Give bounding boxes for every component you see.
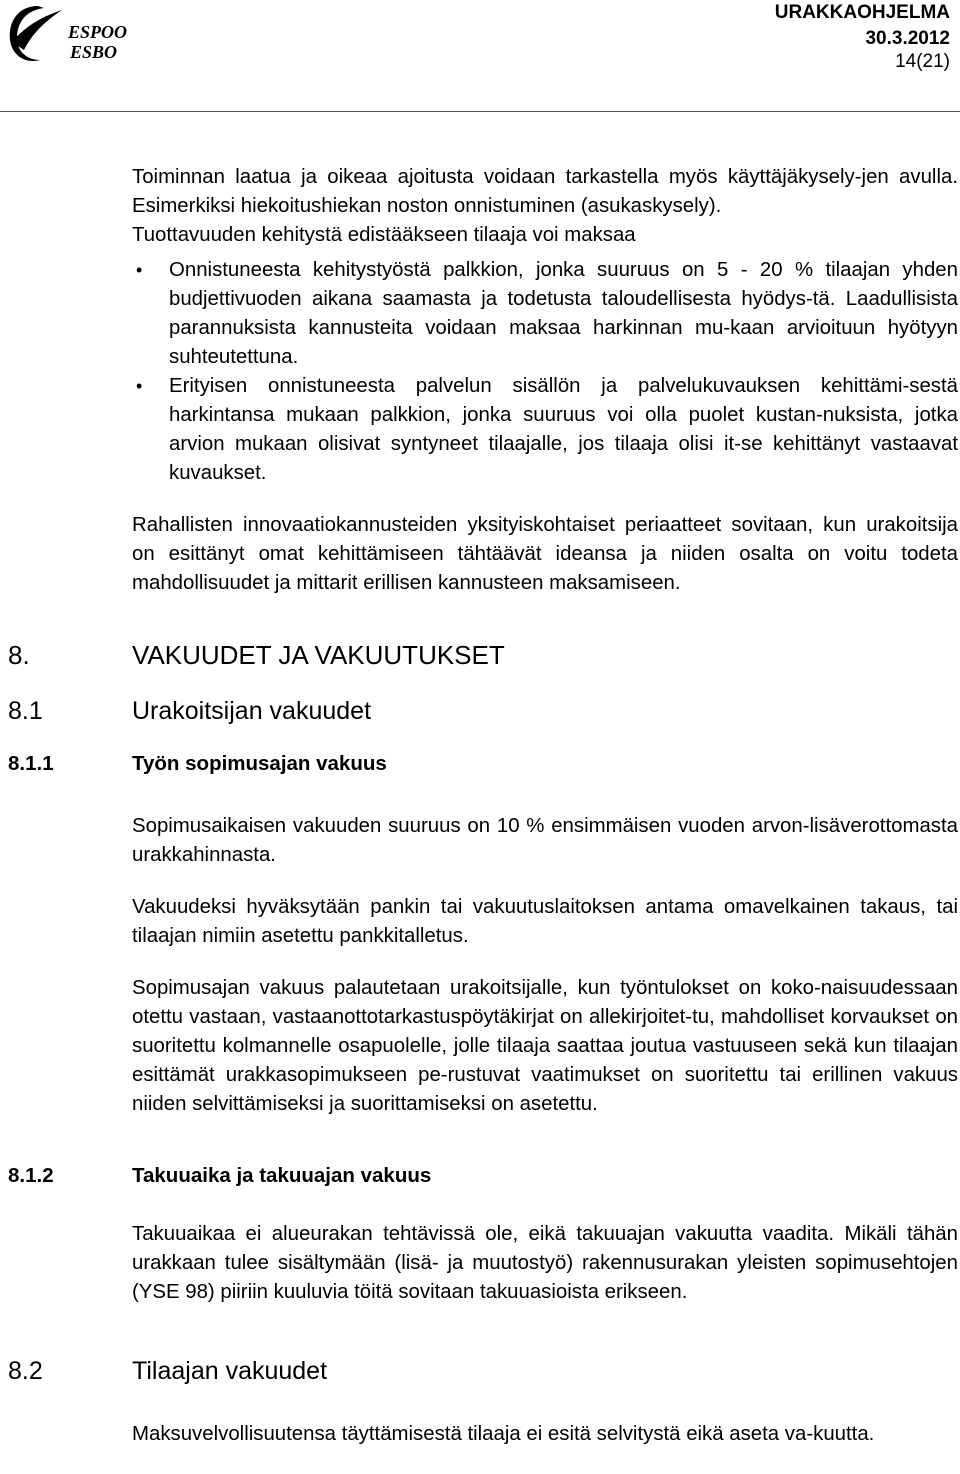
paragraph: Maksuvelvollisuutensa täyttämisestä tilaaja ei esitä selvitystä eikä aseta va-kuutta.	[132, 1423, 875, 1445]
intro-section	[132, 163, 958, 598]
section-8-1-heading	[8, 697, 371, 726]
logo-line2: ESBO	[70, 42, 118, 62]
list-item-text: Erityisen onnistuneesta palvelun sisällön ja palvelukuvauksen kehittämi-sestä harkintansa mukaan palkkion, jonka suuruus voi olla puolet kustan-nuksista, jotka arvion mukaan olisivat syntyneet tilaajalle, jos tilaaja olisi it-se kehittänyt vastaavat kuvaukset.	[169, 375, 958, 484]
paragraph: Sopimusajan vakuus palautetaan urakoitsijalle, kun työntulokset on koko-naisuudessaan otettu vastaan, vastaanottotarkastuspöytäkirjat on allekirjoitet-tu, mahdolliset korvaukset on suoritettu kolmannelle osapuolelle, jolle tilaaja saattaa joutua vastuuseen sekä kun tilaajan esittämät urakkasopimukseen pe-rustuvat vaatimukset on suoritettu tai erillinen vakuus niiden selvittämiseksi ja suorittamiseksi on asetettu.	[132, 977, 958, 1115]
incentive-list	[132, 256, 958, 488]
section-8-1-2-heading	[8, 1164, 431, 1188]
paragraph: Sopimusaikaisen vakuuden suuruus on 10 % ensimmäisen vuoden arvon-lisäverottomasta urakkahinnasta.	[132, 815, 958, 866]
paragraph: Vakuudeksi hyväksytään pankin tai vakuutuslaitoksen antama omavelkainen takaus, tai tilaajan nimiin asetettu pankkitalletus.	[132, 896, 958, 947]
section-8-1-1-body	[132, 812, 958, 870]
section-8-1-1-body-2	[132, 893, 958, 951]
header-divider	[0, 111, 960, 112]
bullet-icon: •	[136, 260, 143, 280]
espoo-esbo-logo	[4, 2, 144, 66]
list-item-text: Onnistuneesta kehitystyöstä palkkion, jonka suuruus on 5 - 20 % tilaajan yhden budjettivuoden aikana saamasta ja todetusta taloudellisesta hyödys-tä. Laadullisista parannuksista kannusteita voidaan maksaa harkinnan mu-kaan arvioituun hyötyyn suhteutettuna.	[169, 259, 958, 368]
section-8-2-body	[132, 1420, 958, 1449]
list-item	[132, 256, 958, 372]
heading-title: Urakoitsijan vakuudet	[132, 697, 372, 725]
intro-paragraph-2: Tuottavuuden kehitystä edistääkseen tilaaja voi maksaa	[132, 224, 636, 246]
document-date: 30.3.2012	[865, 28, 950, 49]
document-title: URAKKAOHJELMA	[774, 2, 950, 23]
section-8-heading	[8, 640, 505, 671]
heading-title: Takuuaika ja takuuajan vakuus	[132, 1164, 432, 1187]
paragraph: Takuuaikaa ei alueurakan tehtävissä ole, eikä takuuajan vakuutta vaadita. Mikäli tähän urakkaan tulee sisältymään (lisä- ja muutostyö) rakennusurakan yleisten sopimusehtojen (YSE 98) piiriin kuuluvia töitä sovitaan takuuasioista erikseen.	[132, 1223, 958, 1303]
heading-number: 8.1.1	[8, 752, 54, 775]
section-8-1-1-heading	[8, 752, 387, 776]
heading-number: 8.2	[8, 1357, 43, 1385]
page-number: 14(21)	[895, 51, 950, 72]
bullet-icon: •	[136, 376, 143, 396]
section-8-1-1-body-3	[132, 974, 958, 1119]
heading-number: 8.1	[8, 697, 43, 725]
spacer	[132, 488, 958, 511]
intro-paragraph-1: Toiminnan laatua ja oikeaa ajoitusta voidaan tarkastella myös käyttäjäkysely-jen avulla. Esimerkiksi hiekoitushiekan noston onnistuminen (asukaskysely).	[132, 166, 958, 217]
section-8-1-2-body	[132, 1220, 958, 1307]
section-8-2-heading	[8, 1357, 327, 1386]
heading-title: VAKUUDET JA VAKUUTUKSET	[132, 640, 505, 670]
list-item	[132, 372, 958, 488]
heading-number: 8.1.2	[8, 1164, 54, 1187]
intro-paragraph-3: Rahallisten innovaatiokannusteiden yksityiskohtaiset periaatteet sovitaan, kun urakoitsija on esittänyt omat kehittämiseen tähtäävät ideansa ja niiden osalta on voitu todeta mahdollisuudet ja mittarit erillisen kannusteen maksamiseen.	[132, 514, 958, 594]
logo-line1: ESPOO	[68, 22, 128, 42]
heading-title: Työn sopimusajan vakuus	[132, 752, 387, 775]
heading-number: 8.	[8, 640, 30, 670]
heading-title: Tilaajan vakuudet	[132, 1357, 328, 1385]
